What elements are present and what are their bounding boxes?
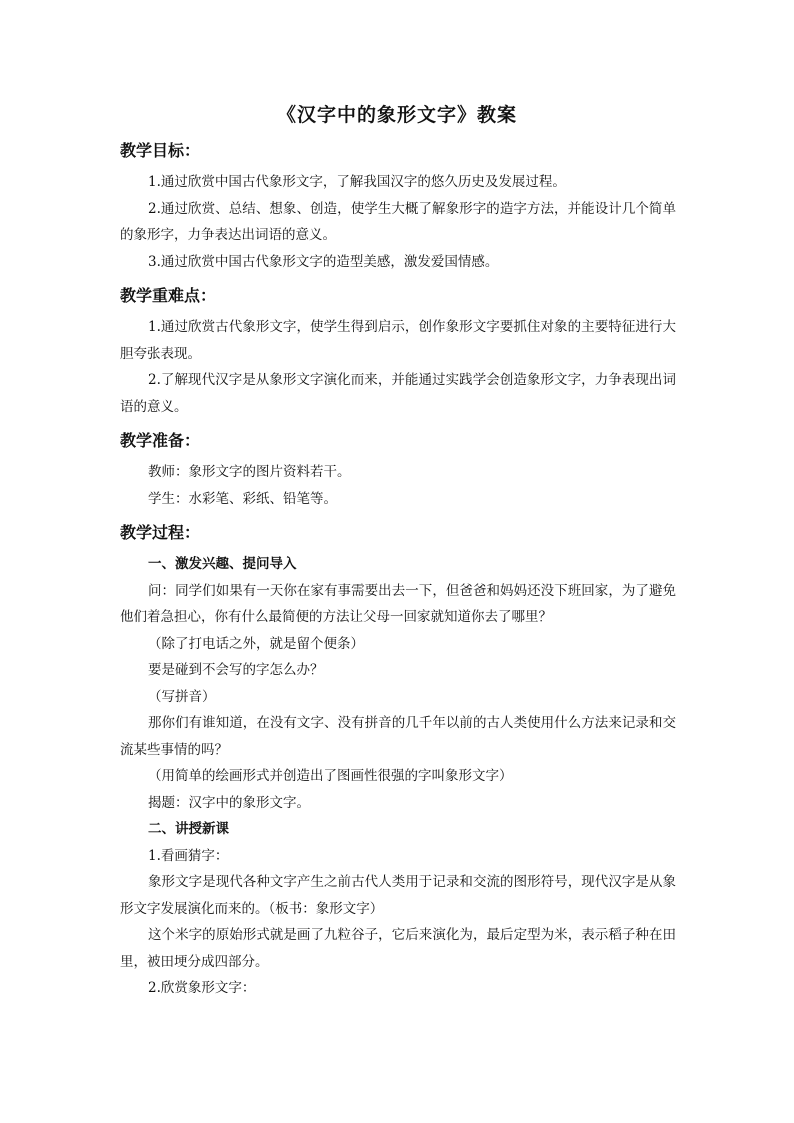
key-point-item-1: 1.通过欣赏古代象形文字，使学生得到启示，创作象形文字要抓住对象的主要特征进行大胆夸张表现。 xyxy=(120,319,676,362)
section-heading-key-points: 教学重难点： xyxy=(120,286,217,305)
process-part1-line: 揭题：汉字中的象形文字。 xyxy=(148,794,310,811)
process-part1-line: （除了打电话之外，就是留个便条） xyxy=(148,635,364,652)
preparation-teacher: 教师：象形文字的图片资料若干。 xyxy=(148,464,351,480)
process-part2-line: 这个米字的原始形式就是画了九粒谷子，它后来演化为，最后定型为米，表示稻子种在田里，被田埂分成四部分。 xyxy=(120,927,676,970)
process-part1-line: （用简单的绘画形式并创造出了图画性很强的字叫象形文字） xyxy=(148,768,513,784)
process-part2-line: 1.看画猜字： xyxy=(148,847,229,864)
section-heading-objectives: 教学目标： xyxy=(120,141,201,160)
objective-item-1: 1.通过欣赏中国古代象形文字，了解我国汉字的悠久历史及发展过程。 xyxy=(148,174,566,190)
process-part2-title: 二、讲授新课 xyxy=(148,821,229,837)
process-part1-title: 一、激发兴趣、提问导入 xyxy=(148,556,297,572)
objective-item-3: 3.通过欣赏中国古代象形文字的造型美感，激发爱国情感。 xyxy=(148,253,499,270)
process-part2-line: 2.欣赏象形文字： xyxy=(148,980,256,996)
process-part1-line: 问：同学们如果有一天你在家有事需要出去一下，但爸爸和妈妈还没下班回家，为了避免他们着急担心，你有什么最简便的方法让父母一回家就知道你去了哪里？ xyxy=(120,582,676,625)
section-heading-preparation: 教学准备： xyxy=(120,431,201,450)
process-part1-line: 要是碰到不会写的字怎么办？ xyxy=(148,662,324,678)
preparation-student: 学生：水彩笔、彩纸、铅笔等。 xyxy=(148,490,337,507)
section-heading-process: 教学过程： xyxy=(120,523,201,542)
process-part1-line: 那你们有谁知道，在没有文字、没有拼音的几千年以前的古人类使用什么方法来记录和交流某些事情的吗？ xyxy=(120,715,676,758)
key-point-item-2: 2.了解现代汉字是从象形文字演化而来，并能通过实践学会创造象形文字，力争表现出词语的意义。 xyxy=(120,372,676,415)
process-part2-line: 象形文字是现代各种文字产生之前古代人类用于记录和交流的图形符号，现代汉字是从象形文字发展演化而来的。（板书：象形文字） xyxy=(120,874,676,917)
document-title: 《汉字中的象形文字》教案 xyxy=(276,104,517,126)
objective-item-2: 2.通过欣赏、总结、想象、创造，使学生大概了解象形字的造字方法，并能设计几个简单的象形字，力争表达出词语的意义。 xyxy=(120,200,676,243)
process-part1-line: （写拼音） xyxy=(148,688,216,705)
document-body xyxy=(120,138,676,1002)
